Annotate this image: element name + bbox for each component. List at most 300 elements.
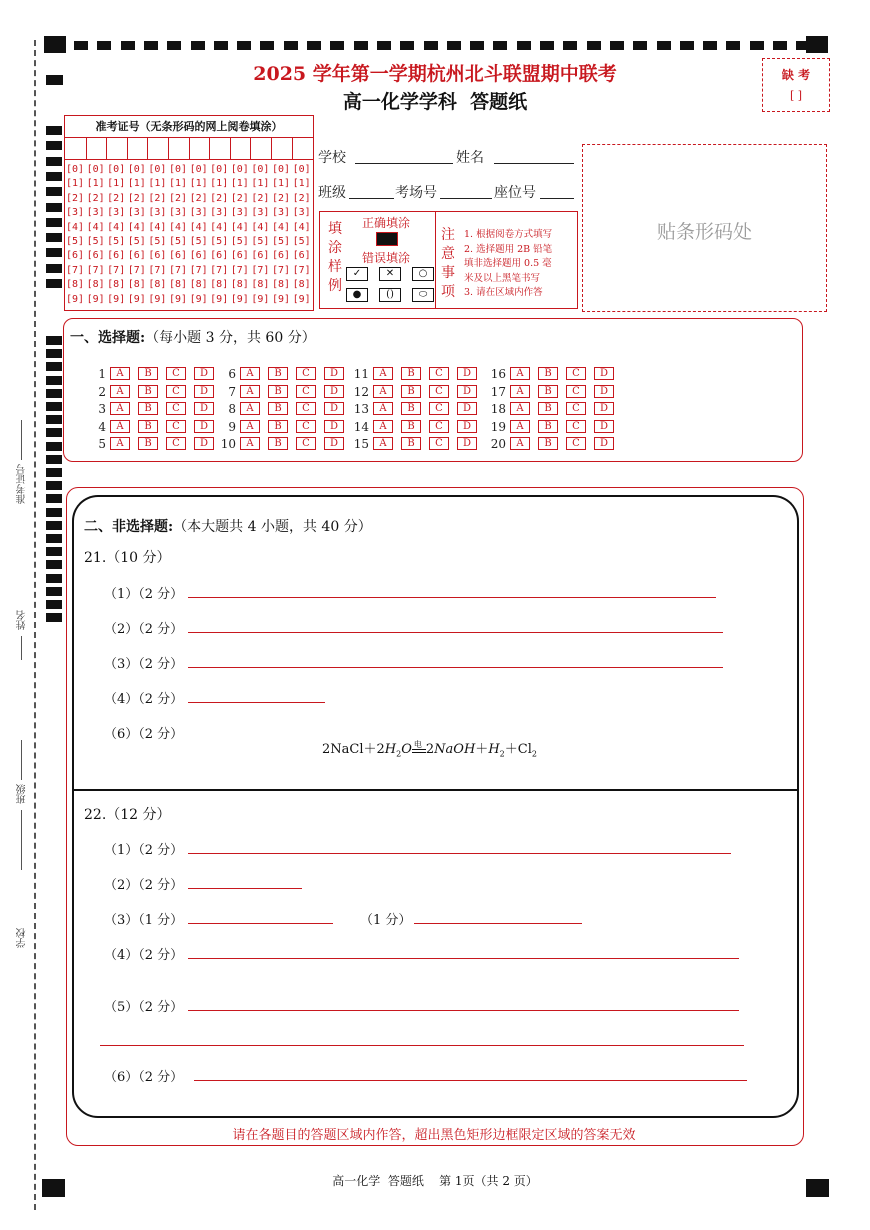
id-digit-bubble[interactable]: [1] [230, 178, 249, 190]
id-digit-bubble[interactable]: [5] [148, 236, 167, 247]
id-digit-bubble[interactable]: [8] [189, 279, 208, 291]
q22-part: （1）（2 分） [104, 843, 184, 858]
id-digit-bubble[interactable]: [7] [148, 264, 167, 276]
wrong-fill-sample: ⬭ [412, 288, 434, 302]
id-digit-bubble[interactable]: [9] [251, 293, 270, 305]
timing-dash [517, 41, 531, 50]
question-number: 7 [228, 384, 236, 399]
choice-option-bubble[interactable]: C [166, 385, 186, 398]
q22-answer-line[interactable] [188, 888, 302, 889]
choice-option-bubble[interactable]: A [110, 385, 130, 398]
choice-option-bubble[interactable]: B [401, 367, 421, 380]
question-number: 8 [228, 402, 236, 416]
q22-answer-line[interactable] [188, 853, 731, 854]
id-digit-bubble[interactable]: [4] [189, 221, 208, 233]
id-digit-bubble[interactable]: [1] [292, 178, 311, 190]
choice-option-bubble[interactable]: D [324, 420, 344, 433]
choice-option-bubble[interactable]: D [457, 367, 477, 380]
choice-option-bubble[interactable]: C [429, 385, 449, 398]
choice-option-bubble[interactable]: D [324, 437, 344, 450]
choice-option-bubble[interactable]: A [240, 402, 260, 415]
choice-option-bubble[interactable]: B [138, 402, 158, 415]
choice-option-bubble[interactable]: B [538, 437, 558, 450]
timing-dash [796, 41, 810, 50]
id-digit-bubble[interactable]: [5] [127, 236, 146, 247]
name-label: 姓名 [456, 150, 484, 166]
id-digit-bubble[interactable]: [9] [292, 293, 311, 305]
id-digit-bubble[interactable]: [2] [86, 192, 105, 204]
id-digit-bubble[interactable]: [4] [127, 221, 146, 233]
choice-option-bubble[interactable]: A [373, 420, 393, 433]
id-digit-bubble[interactable]: [7] [251, 264, 270, 276]
id-digit-bubble[interactable]: [6] [230, 250, 249, 262]
id-digit-bubble[interactable]: [6] [148, 250, 167, 262]
choice-option-bubble[interactable]: D [324, 385, 344, 398]
timing-mark [46, 157, 62, 166]
id-digit-bubble[interactable]: [3] [189, 207, 208, 219]
id-digit-bubble[interactable]: [8] [271, 279, 291, 291]
id-digit-bubble[interactable]: [5] [189, 236, 208, 247]
id-digit-bubble[interactable]: [7] [292, 264, 311, 276]
choice-option-bubble[interactable]: B [268, 402, 288, 415]
timing-mark [46, 481, 62, 490]
id-digit-bubble[interactable]: [7] [230, 264, 249, 276]
id-digit-bubble[interactable]: [1] [210, 178, 229, 190]
choice-option-bubble[interactable]: C [296, 367, 316, 380]
choice-option-bubble[interactable]: D [324, 367, 344, 380]
choice-option-bubble[interactable]: B [138, 437, 158, 450]
id-digit-bubble[interactable]: [8] [210, 279, 229, 291]
choice-option-bubble[interactable]: B [538, 367, 558, 380]
timing-dash [470, 41, 484, 50]
choice-option-bubble[interactable]: C [296, 385, 316, 398]
id-digit-bubble[interactable]: [4] [86, 221, 105, 233]
choice-option-bubble[interactable]: A [110, 420, 130, 433]
timing-mark [46, 141, 62, 150]
id-digit-bubble[interactable]: [2] [148, 192, 167, 204]
id-digit-bubble[interactable]: [3] [292, 207, 311, 219]
section1-title: 一、选择题: [70, 330, 146, 346]
page-footer: 高一化学 答题纸 第 1页（共 2 页） [332, 1174, 538, 1188]
timing-mark [46, 508, 62, 517]
id-digit-bubble[interactable]: [9] [107, 293, 126, 305]
q22-part: （2）（2 分） [104, 878, 184, 893]
timing-mark [46, 402, 62, 411]
choice-option-bubble[interactable]: B [138, 420, 158, 433]
name-field[interactable] [494, 163, 574, 164]
id-digit-bubble[interactable]: [4] [148, 221, 167, 233]
choice-option-bubble[interactable]: B [401, 420, 421, 433]
timing-dash [563, 41, 577, 50]
choice-option-bubble[interactable]: A [240, 367, 260, 380]
side-label-exam-id: 准考证号 [14, 420, 30, 530]
id-digit-bubble[interactable]: [6] [292, 250, 311, 262]
id-digit-bubble[interactable]: [7] [168, 264, 188, 276]
timing-dash [610, 41, 624, 50]
q22-answer-line[interactable] [414, 923, 582, 924]
id-digit-bubble[interactable]: [8] [107, 279, 126, 291]
exam-id-bubbles[interactable] [65, 160, 313, 308]
id-digit-bubble[interactable]: [5] [168, 236, 188, 247]
timing-mark [46, 126, 62, 135]
choice-option-bubble[interactable]: B [268, 385, 288, 398]
question-number: 5 [98, 437, 106, 451]
id-digit-bubble[interactable]: [6] [210, 250, 229, 262]
id-digit-bubble[interactable]: [4] [210, 221, 229, 233]
school-field[interactable] [355, 163, 453, 164]
id-digit-bubble[interactable]: [0] [189, 164, 208, 175]
notes-side: 注 意 事 项 [441, 227, 455, 300]
q22-answer-line[interactable] [188, 958, 739, 959]
id-digit-bubble[interactable]: [9] [168, 293, 188, 305]
id-digit-bubble[interactable]: [5] [271, 236, 291, 247]
choice-question-row [214, 381, 352, 400]
choice-question-row [214, 433, 352, 452]
timing-mark [46, 376, 62, 385]
id-digit-bubble[interactable]: [4] [230, 221, 249, 233]
id-digit-bubble[interactable]: [0] [271, 164, 291, 175]
choice-option-bubble[interactable]: D [594, 402, 614, 415]
choice-option-bubble[interactable]: A [240, 420, 260, 433]
id-digit-bubble[interactable]: [0] [168, 164, 188, 175]
id-digit-bubble[interactable]: [1] [65, 178, 85, 190]
id-digit-bubble[interactable]: [9] [65, 293, 85, 305]
q22-answer-line[interactable] [100, 1045, 744, 1046]
id-digit-bubble[interactable]: [7] [189, 264, 208, 276]
choice-option-bubble[interactable]: B [138, 385, 158, 398]
id-digit-bubble[interactable]: [1] [251, 178, 270, 190]
id-digit-bubble[interactable]: [9] [148, 293, 167, 305]
timing-mark [46, 389, 62, 398]
question-number: 1 [98, 367, 106, 381]
choice-option-bubble[interactable]: C [429, 402, 449, 415]
timing-mark [46, 600, 62, 609]
id-digit-bubble[interactable]: [9] [271, 293, 291, 305]
q22-answer-line[interactable] [188, 1010, 739, 1011]
timing-dash [97, 41, 111, 50]
id-digit-bubble[interactable]: [7] [107, 264, 126, 276]
id-digit-bubble[interactable]: [7] [210, 264, 229, 276]
corner-mark-br [806, 1179, 829, 1197]
id-digit-bubble[interactable]: [0] [107, 164, 126, 175]
id-digit-bubble[interactable]: [5] [292, 236, 311, 247]
choice-option-bubble[interactable]: C [296, 402, 316, 415]
id-digit-bubble[interactable]: [3] [271, 207, 291, 219]
id-digit-bubble[interactable]: [5] [251, 236, 270, 247]
exam-id-write-row[interactable] [65, 138, 313, 160]
exam-title: 2025 学年第一学期杭州北斗联盟期中联考 [253, 63, 617, 85]
id-digit-bubble[interactable]: [4] [292, 221, 311, 233]
choice-option-bubble[interactable]: D [194, 385, 214, 398]
answer-area-warning: 请在各题目的答题区域内作答，超出黑色矩形边框限定区域的答案无效 [232, 1128, 636, 1143]
id-digit-bubble[interactable]: [0] [210, 164, 229, 175]
choice-option-bubble[interactable]: A [240, 437, 260, 450]
id-digit-bubble[interactable]: [0] [292, 164, 311, 175]
q21-answer-line[interactable] [188, 632, 723, 633]
id-digit-bubble[interactable]: [5] [230, 236, 249, 247]
exam-room-label: 考场号 [395, 185, 437, 201]
choice-option-bubble[interactable]: D [457, 420, 477, 433]
choice-option-bubble[interactable]: C [429, 437, 449, 450]
id-digit-bubble[interactable]: [2] [251, 192, 270, 204]
timing-mark [46, 587, 62, 596]
id-digit-bubble[interactable]: [5] [86, 236, 105, 247]
choice-option-bubble[interactable]: B [401, 402, 421, 415]
choice-option-bubble[interactable]: D [594, 420, 614, 433]
timing-dash [144, 41, 158, 50]
choice-option-bubble[interactable]: C [566, 367, 586, 380]
choice-option-bubble[interactable]: A [110, 402, 130, 415]
choice-option-bubble[interactable]: B [401, 385, 421, 398]
choice-option-bubble[interactable]: B [401, 437, 421, 450]
id-digit-bubble[interactable]: [2] [210, 192, 229, 204]
id-digit-bubble[interactable]: [1] [107, 178, 126, 190]
id-digit-bubble[interactable]: [1] [86, 178, 105, 190]
id-digit-bubble[interactable]: [3] [251, 207, 270, 219]
q22-part: （4）（2 分） [104, 948, 184, 963]
choice-option-bubble[interactable]: D [457, 437, 477, 450]
q22-answer-line[interactable] [188, 923, 333, 924]
seat-field[interactable] [540, 198, 574, 199]
id-digit-bubble[interactable]: [4] [168, 221, 188, 233]
choice-option-bubble[interactable]: D [324, 402, 344, 415]
choice-option-bubble[interactable]: C [166, 367, 186, 380]
id-digit-bubble[interactable]: [8] [148, 279, 167, 291]
choice-option-bubble[interactable]: C [566, 437, 586, 450]
choice-option-bubble[interactable]: D [457, 402, 477, 415]
choice-option-bubble[interactable]: D [594, 437, 614, 450]
choice-option-bubble[interactable]: A [110, 437, 130, 450]
choice-option-bubble[interactable]: D [594, 385, 614, 398]
id-digit-bubble[interactable]: [2] [189, 192, 208, 204]
choice-option-bubble[interactable]: A [373, 385, 393, 398]
question-number: 10 [220, 437, 236, 451]
choice-question-row [84, 381, 222, 400]
question-number: 11 [353, 367, 369, 381]
choice-option-bubble[interactable]: B [538, 385, 558, 398]
choice-option-bubble[interactable]: C [566, 402, 586, 415]
id-digit-bubble[interactable]: [2] [292, 192, 311, 204]
question-number: 3 [98, 402, 106, 416]
choice-option-bubble[interactable]: C [166, 402, 186, 415]
id-digit-bubble[interactable]: [3] [127, 207, 146, 219]
id-digit-bubble[interactable]: [3] [230, 207, 249, 219]
choice-option-bubble[interactable]: C [296, 420, 316, 433]
id-digit-bubble[interactable]: [4] [271, 221, 291, 233]
question-number: 14 [353, 419, 369, 434]
id-digit-bubble[interactable]: [0] [86, 164, 105, 175]
choice-option-bubble[interactable]: A [510, 385, 530, 398]
q21-part: （6）（2 分） [104, 727, 184, 742]
id-digit-bubble[interactable]: [7] [86, 264, 105, 276]
id-digit-bubble[interactable]: [5] [65, 236, 85, 247]
choice-option-bubble[interactable]: A [510, 367, 530, 380]
id-digit-bubble[interactable]: [2] [65, 192, 85, 204]
choice-option-bubble[interactable]: D [194, 367, 214, 380]
timing-dash [493, 41, 507, 50]
id-digit-bubble[interactable]: [8] [292, 279, 311, 291]
id-digit-bubble[interactable]: [9] [86, 293, 105, 305]
choice-option-bubble[interactable]: D [194, 437, 214, 450]
choice-question-row [347, 416, 485, 435]
id-digit-bubble[interactable]: [3] [168, 207, 188, 219]
id-digit-bubble[interactable]: [8] [168, 279, 188, 291]
choice-option-bubble[interactable]: A [373, 402, 393, 415]
id-digit-bubble[interactable]: [8] [65, 279, 85, 291]
choice-option-bubble[interactable]: A [373, 367, 393, 380]
notes-list: 1. 根据阅卷方式填写 2. 选择题用 2B 铅笔 填非选择题用 0.5 毫 米及以上黑笔书写 3. 请在区域内作答 [464, 229, 553, 298]
question-number: 12 [353, 384, 369, 399]
id-digit-bubble[interactable]: [2] [168, 192, 188, 204]
choice-option-bubble[interactable]: C [566, 420, 586, 433]
id-digit-bubble[interactable]: [9] [189, 293, 208, 305]
timing-dash [680, 41, 694, 50]
wrong-fill-sample: ● [346, 288, 368, 302]
timing-mark [46, 494, 62, 503]
id-digit-bubble[interactable]: [3] [210, 207, 229, 219]
id-digit-bubble[interactable]: [6] [127, 250, 146, 262]
id-digit-bubble[interactable]: [0] [148, 164, 167, 175]
id-digit-bubble[interactable]: [6] [107, 250, 126, 262]
choice-option-bubble[interactable]: B [268, 420, 288, 433]
id-digit-bubble[interactable]: [6] [251, 250, 270, 262]
id-digit-bubble[interactable]: [8] [230, 279, 249, 291]
choice-option-bubble[interactable]: B [538, 402, 558, 415]
id-digit-bubble[interactable]: [1] [148, 178, 167, 190]
exam-room-field[interactable] [440, 198, 492, 199]
id-digit-bubble[interactable]: [2] [271, 192, 291, 204]
id-digit-bubble[interactable]: [5] [107, 236, 126, 247]
id-digit-bubble[interactable]: [6] [271, 250, 291, 262]
choice-option-bubble[interactable]: A [510, 402, 530, 415]
timing-mark [46, 264, 62, 273]
barcode-area[interactable] [582, 144, 827, 312]
id-digit-bubble[interactable]: [3] [86, 207, 105, 219]
choice-option-bubble[interactable]: C [166, 420, 186, 433]
q22-answer-line[interactable] [194, 1080, 747, 1081]
choice-question-row [84, 398, 222, 417]
id-digit-bubble[interactable]: [8] [127, 279, 146, 291]
choice-option-bubble[interactable]: C [429, 367, 449, 380]
id-digit-bubble[interactable]: [3] [148, 207, 167, 219]
absent-box[interactable]: 缺 考 [ ] [762, 58, 830, 112]
choice-question-row [484, 363, 622, 382]
timing-dash [330, 41, 344, 50]
section2-title: 二、非选择题: [84, 519, 174, 535]
choice-option-bubble[interactable]: B [268, 367, 288, 380]
choice-question-row [214, 416, 352, 435]
q21-answer-line[interactable] [188, 667, 723, 668]
timing-mark [46, 613, 62, 622]
choice-option-bubble[interactable]: A [373, 437, 393, 450]
q21-label: 21.（10 分） [84, 550, 171, 566]
timing-dash [74, 41, 88, 50]
id-digit-bubble[interactable]: [9] [230, 293, 249, 305]
choice-option-bubble[interactable]: B [268, 437, 288, 450]
id-digit-bubble[interactable]: [6] [65, 250, 85, 262]
choice-option-bubble[interactable]: A [510, 420, 530, 433]
fill-example-side: 填 涂 样 例 [328, 221, 342, 294]
question-number: 6 [228, 367, 236, 381]
q21-answer-line[interactable] [188, 702, 325, 703]
id-digit-bubble[interactable]: [0] [127, 164, 146, 175]
timing-mark [46, 203, 62, 212]
id-digit-bubble[interactable]: [7] [127, 264, 146, 276]
timing-dash [377, 41, 391, 50]
id-digit-bubble[interactable]: [7] [65, 264, 85, 276]
id-digit-bubble[interactable]: [8] [86, 279, 105, 291]
answer-sheet-subtitle: 高一化学学科 答题纸 [342, 91, 528, 113]
id-digit-bubble[interactable]: [0] [65, 164, 85, 175]
question-number: 9 [228, 419, 236, 434]
side-label-class: 班级 [14, 740, 30, 870]
choice-option-bubble[interactable]: C [296, 437, 316, 450]
id-digit-bubble[interactable]: [6] [168, 250, 188, 262]
id-digit-bubble[interactable]: [2] [107, 192, 126, 204]
id-digit-bubble[interactable]: [1] [271, 178, 291, 190]
id-digit-bubble[interactable]: [2] [127, 192, 146, 204]
timing-dash [633, 41, 647, 50]
choice-option-bubble[interactable]: A [240, 385, 260, 398]
timing-mark [46, 233, 62, 242]
id-digit-bubble[interactable]: [6] [86, 250, 105, 262]
choice-option-bubble[interactable]: C [166, 437, 186, 450]
timing-mark [46, 187, 62, 196]
id-digit-bubble[interactable]: [3] [107, 207, 126, 219]
id-digit-bubble[interactable]: [9] [210, 293, 229, 305]
question-number: 2 [98, 384, 106, 399]
choice-option-bubble[interactable]: D [194, 402, 214, 415]
q22-part: （1 分） [360, 913, 412, 928]
id-digit-bubble[interactable]: [2] [230, 192, 249, 204]
id-digit-bubble[interactable]: [7] [271, 264, 291, 276]
id-digit-bubble[interactable]: [4] [107, 221, 126, 233]
choice-option-bubble[interactable]: C [566, 385, 586, 398]
choice-option-bubble[interactable]: D [194, 420, 214, 433]
choice-option-bubble[interactable]: D [457, 385, 477, 398]
id-digit-bubble[interactable]: [8] [251, 279, 270, 291]
q22-part: （5）（2 分） [104, 1000, 184, 1015]
id-digit-bubble[interactable]: [0] [251, 164, 270, 175]
choice-question-row [347, 363, 485, 382]
timing-dash [703, 41, 717, 50]
id-digit-bubble[interactable]: [4] [65, 221, 85, 233]
choice-question-row [347, 398, 485, 417]
id-digit-bubble[interactable]: [3] [65, 207, 85, 219]
q21-answer-line[interactable] [188, 597, 716, 598]
choice-option-bubble[interactable]: D [594, 367, 614, 380]
choice-option-bubble[interactable]: B [538, 420, 558, 433]
choice-option-bubble[interactable]: C [429, 420, 449, 433]
id-digit-bubble[interactable]: [4] [251, 221, 270, 233]
choice-question-row [484, 381, 622, 400]
binding-line [34, 40, 36, 1210]
id-digit-bubble[interactable]: [0] [230, 164, 249, 175]
timing-dash [587, 41, 601, 50]
id-digit-bubble[interactable]: [1] [127, 178, 146, 190]
id-digit-bubble[interactable]: [9] [127, 293, 146, 305]
section1-box [63, 318, 803, 462]
choice-option-bubble[interactable]: B [138, 367, 158, 380]
class-field[interactable] [349, 198, 394, 199]
timing-dash [284, 41, 298, 50]
choice-option-bubble[interactable]: A [110, 367, 130, 380]
choice-option-bubble[interactable]: A [510, 437, 530, 450]
id-digit-bubble[interactable]: [1] [168, 178, 188, 190]
id-digit-bubble[interactable]: [6] [189, 250, 208, 262]
id-digit-bubble[interactable]: [5] [210, 236, 229, 247]
id-digit-bubble[interactable]: [1] [189, 178, 208, 190]
